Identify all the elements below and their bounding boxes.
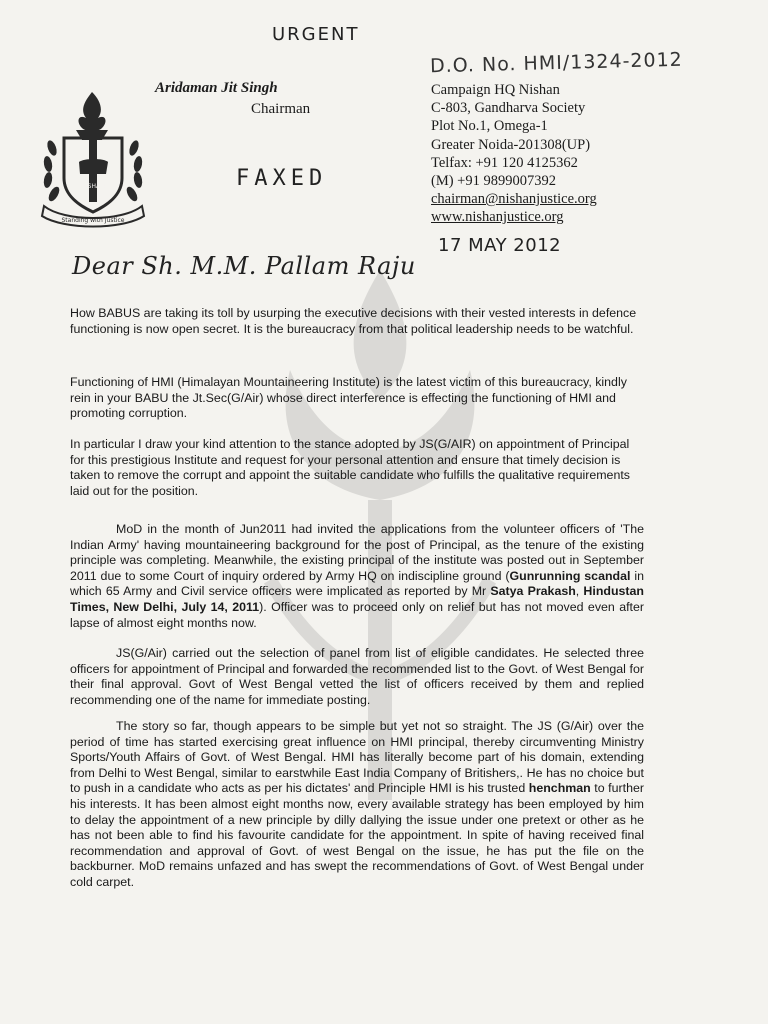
address-line: Campaign HQ Nishan xyxy=(431,82,560,98)
email-link[interactable]: chairman@nishanjustice.org xyxy=(431,191,597,208)
urgent-heading: URGENT xyxy=(272,24,360,45)
text-run: , xyxy=(575,584,584,599)
sender-title: Chairman xyxy=(251,101,311,117)
reference-number: D.O. No. HMI/1324-2012 xyxy=(429,48,684,78)
body-paragraph-2: Functioning of HMI (Himalayan Mountaineering Institute) is the latest victim of this bureaucracy, kindly rein in your BABU the Jt.Sec(G/Air) whose direct interference is effecting the functioning of HMI and promoting corruption. xyxy=(70,375,627,421)
faxed-stamp: FAXED xyxy=(236,166,328,191)
mobile-line: (M) +91 9899007392 xyxy=(431,173,556,190)
telfax-line: Telfax: +91 120 4125362 xyxy=(431,154,578,171)
address-line: Greater Noida-201308(UP) xyxy=(431,136,591,153)
organization-emblem-icon xyxy=(34,88,152,228)
website-link[interactable]: www.nishanjustice.org xyxy=(431,209,564,226)
body-paragraph-3: In particular I draw your kind attention to the stance adopted by JS(G/AIR) on appointment of Principal for this prestigious Institute and request for your personal attention and ensure that timely decision is taken to remove the corrupt and appoint the suitable candidate who fulfills the qualitative requirements laid out for the position. xyxy=(70,437,630,498)
emblem-ribbon-text: Standing with Justice xyxy=(61,217,125,224)
text-run: The story so far, though appears to be simple but yet not so straight. The JS (G/Air) over the period of time has started exercising great influence on HMI principal, thereby circumventing Ministry Sports/Youth Affairs of Govt. of West Bengal. HMI has literally become part of his domain, extending from Delhi to West Bengal, similar to earstwhile East India Company of Britishers,. He has no choice but to push in a candidate who acts as per his dictates' and Principle HMI is his trusted xyxy=(70,719,644,796)
sender-address-block xyxy=(431,81,597,227)
address-line: C-803, Gandharva Society xyxy=(431,100,586,117)
text-run: MoD in the month of Jun2011 had invited the applications from the volunteer officers of 'The Indian Army' having mountaineering background for the post of Principal, as the tenure of the existing principle was completing. Meanwhile, the existing principal of the institute was posted out in September 2011 due to some Court of inquiry ordered by Army HQ on indiscipline ground ( xyxy=(70,522,644,583)
body-paragraph-4 xyxy=(70,522,644,631)
bold-text: henchman xyxy=(528,781,591,796)
emblem-center-text: NISHAN xyxy=(81,183,105,190)
body-paragraph-6 xyxy=(70,719,644,891)
handwritten-salutation: Dear Sh. M.M. Pallam Raju xyxy=(72,252,416,280)
sender-name: Aridaman Jit Singh xyxy=(155,80,278,96)
bold-text: Hindustan Times, New Delhi, July 14, 2011 xyxy=(70,584,644,614)
text-run: to further his interests. It has been almost eight months now, every available strategy has been employed by him to delay the appointment of a new principle by dilly dallying the issue under one pretext or other as he has not been able to find his favourite candidate for the appointment. In spite of having received final recommendation and approval of Govt. of west Bengal on the issue, he has put the file on the backburner. MoD remains unfazed and has swept the recommendations of Govt. of West Bengal under cold carpet. xyxy=(70,781,644,889)
bold-text: Satya Prakash xyxy=(490,584,576,599)
bold-text: Gunrunning scandal xyxy=(509,568,631,583)
body-paragraph-5: JS(G/Air) carried out the selection of panel from list of eligible candidates. He selected three officers for appointment of Principal and forwarded the recommended list to the Govt. of West Bengal for their final approval. Govt of West Bengal vetted the list of officers received by them and replied recommending one of the name for immediate posting. xyxy=(70,646,644,707)
text-run: ). Officer was to proceed only on relief but has not moved even after lapse of almost eight months now. xyxy=(70,599,644,630)
text-run: in which 65 Army and Civil service officers were implicated as reported by Mr xyxy=(70,568,644,599)
body-paragraph-1: How BABUS are taking its toll by usurping the executive decisions with their vested interests in defence functioning is now open secret. It is the bureaucracy from that political leadership needs to be watchful. xyxy=(70,306,637,336)
address-line: Plot No.1, Omega-1 xyxy=(431,118,548,135)
date-stamp: 17 MAY 2012 xyxy=(438,235,562,256)
